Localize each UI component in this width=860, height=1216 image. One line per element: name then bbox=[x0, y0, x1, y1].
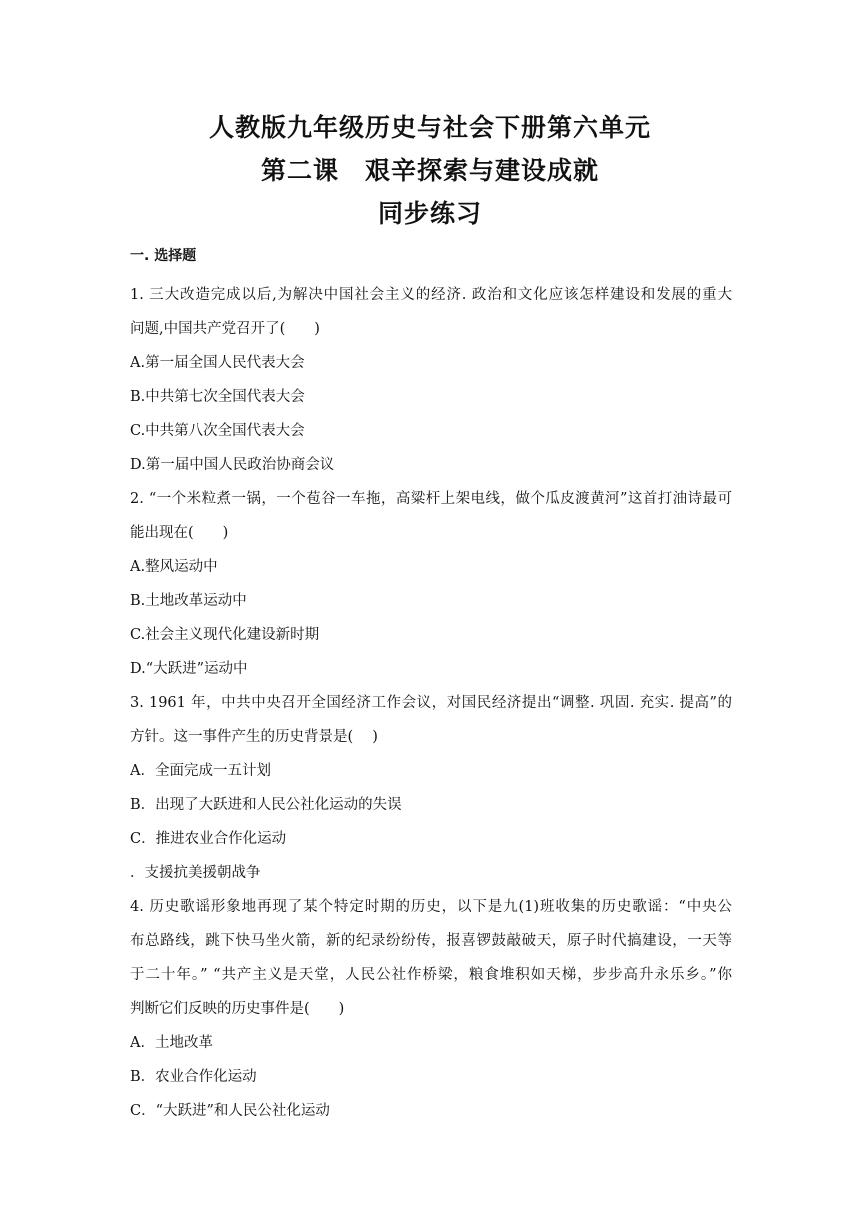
option-d: ．支援抗美援朝战争 bbox=[130, 865, 261, 881]
question-stem-line: 问题,中国共产党召开了( ) bbox=[130, 321, 320, 337]
question-stem-line: 方针。这一事件产生的历史背景是( ) bbox=[130, 729, 378, 745]
option-b: B．出现了大跃进和人民公社化运动的失误 bbox=[130, 797, 402, 813]
question-stem-line: 3. 1961 年，中共中央召开全国经济工作会议，对国民经济提出“调整. 巩固. 充实. 提高”的 bbox=[130, 695, 732, 711]
question-stem-line: 于二十年。” “共产主义是天堂，人民公社作桥梁，粮食堆积如天梯，步步高升永乐乡。”你 bbox=[130, 967, 732, 983]
option-b: B.中共第七次全国代表大会 bbox=[130, 389, 305, 405]
question-stem-line: 2. “一个米粒煮一锅，一个苞谷一车拖，高粱杆上架电线，做个瓜皮渡黄河”这首打油诗最可 bbox=[130, 491, 732, 507]
section-heading: 一. 选择题 bbox=[130, 248, 197, 264]
document-body bbox=[130, 244, 732, 1128]
question-stem-line: 布总路线，跳下快马坐火箭，新的纪录纷纷传，报喜锣鼓敲破天，原子时代搞建设，一天等 bbox=[130, 933, 732, 949]
option-d: D.第一届中国人民政治协商会议 bbox=[130, 457, 335, 473]
question-4 bbox=[130, 890, 732, 1128]
option-b: B.土地改革运动中 bbox=[130, 593, 247, 609]
question-1 bbox=[130, 278, 732, 482]
question-stem-line: 判断它们反映的历史事件是( ) bbox=[130, 1001, 345, 1017]
title-line-3: 同步练习 bbox=[377, 199, 482, 228]
option-c: C.社会主义现代化建设新时期 bbox=[130, 627, 320, 643]
option-a: A．土地改革 bbox=[130, 1035, 213, 1051]
question-stem-line: 1. 三大改造完成以后,为解决中国社会主义的经济. 政治和文化应该怎样建设和发展的重大 bbox=[130, 287, 732, 303]
option-c: C．推进农业合作化运动 bbox=[130, 831, 287, 847]
question-2 bbox=[130, 482, 732, 686]
option-b: B．农业合作化运动 bbox=[130, 1069, 257, 1085]
title-line-1: 人教版九年级历史与社会下册第六单元 bbox=[208, 113, 651, 142]
option-c: C．“大跃进”和人民公社化运动 bbox=[130, 1103, 330, 1119]
question-stem-line: 4. 历史歌谣形象地再现了某个特定时期的历史，以下是九(1)班收集的历史歌谣：“中央公 bbox=[130, 899, 732, 915]
option-d: D.“大跃进”运动中 bbox=[130, 661, 248, 677]
question-stem-line: 能出现在( ) bbox=[130, 525, 229, 541]
option-a: A．全面完成一五计划 bbox=[130, 763, 271, 779]
option-c: C.中共第八次全国代表大会 bbox=[130, 423, 305, 439]
option-a: A.第一届全国人民代表大会 bbox=[130, 355, 305, 371]
option-a: A.整风运动中 bbox=[130, 559, 218, 575]
title-line-2: 第二课 艰辛探索与建设成就 bbox=[260, 156, 599, 185]
question-3 bbox=[130, 686, 732, 890]
document-title bbox=[0, 106, 860, 235]
